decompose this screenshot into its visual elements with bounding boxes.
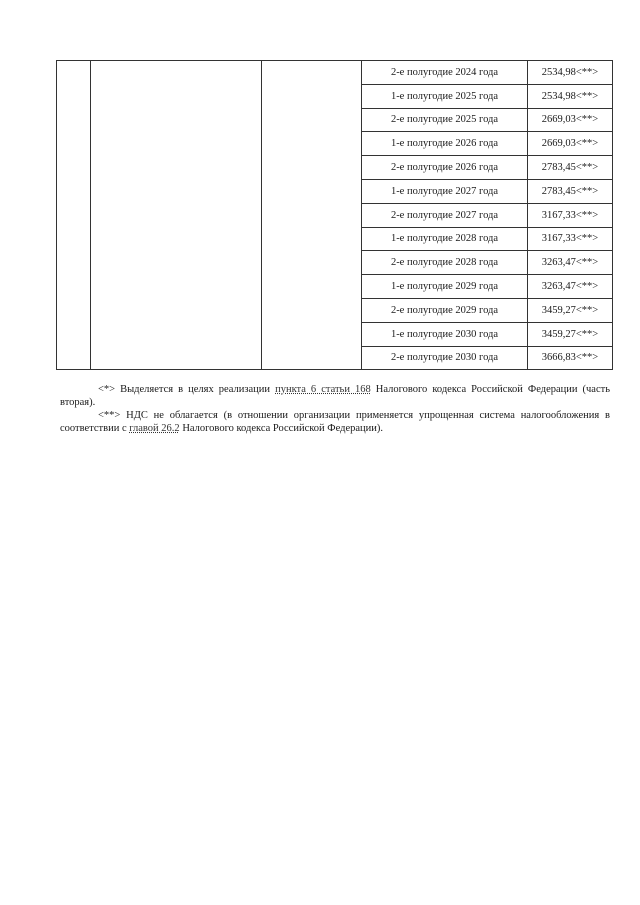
row-number-cell — [57, 61, 91, 370]
tariff-value-cell: 3263,47<**> — [528, 275, 613, 299]
tariff-value-cell: 2669,03<**> — [528, 132, 613, 156]
tariff-value-cell: 3666,83<**> — [528, 346, 613, 370]
period-cell: 1-е полугодие 2026 года — [362, 132, 528, 156]
tariff-value-cell: 2783,45<**> — [528, 179, 613, 203]
period-cell: 1-е полугодие 2025 года — [362, 84, 528, 108]
tariff-value-cell: 2534,98<**> — [528, 61, 613, 85]
period-cell: 2-е полугодие 2028 года — [362, 251, 528, 275]
tax-code-chapter-26-2-link[interactable]: главой 26.2 — [129, 423, 180, 434]
organization-cell — [91, 61, 262, 370]
period-cell: 2-е полугодие 2027 года — [362, 203, 528, 227]
tariff-value-cell: 3459,27<**> — [528, 322, 613, 346]
tariff-value-cell: 2534,98<**> — [528, 84, 613, 108]
tariff-value-cell: 3263,47<**> — [528, 251, 613, 275]
tariff-value-cell: 3167,33<**> — [528, 203, 613, 227]
period-cell: 2-е полугодие 2024 года — [362, 61, 528, 85]
footnote-2-text-end: Налогового кодекса Российской Федерации). — [179, 423, 384, 434]
footnote-1-text-start: <*> Выделяется в целях реализации — [98, 384, 276, 395]
tariff-value-cell: 3167,33<**> — [528, 227, 613, 251]
period-cell: 2-е полугодие 2029 года — [362, 298, 528, 322]
tariff-group-cell — [262, 61, 362, 370]
period-cell: 2-е полугодие 2025 года — [362, 108, 528, 132]
period-cell: 1-е полугодие 2027 года — [362, 179, 528, 203]
footnotes — [60, 383, 610, 435]
table-row — [57, 61, 613, 85]
footnote-2-text-start: <**> НДС не облагается (в отношении организации применяется упрощенная система налогообложения в соответствии с — [60, 410, 610, 434]
tariff-table — [56, 60, 613, 370]
tariff-value-cell: 2783,45<**> — [528, 156, 613, 180]
tariff-value-cell: 2669,03<**> — [528, 108, 613, 132]
footnote-vat-exempt — [60, 409, 610, 435]
period-cell: 1-е полугодие 2028 года — [362, 227, 528, 251]
period-cell: 1-е полугодие 2030 года — [362, 322, 528, 346]
period-cell: 2-е полугодие 2030 года — [362, 346, 528, 370]
period-cell: 2-е полугодие 2026 года — [362, 156, 528, 180]
footnote-vat-allocation — [60, 383, 610, 409]
footnote-1-text-end: Налогового кодекса Российской Федерации (часть вторая). — [60, 384, 611, 408]
tariff-value-cell: 3459,27<**> — [528, 298, 613, 322]
period-cell: 1-е полугодие 2029 года — [362, 275, 528, 299]
tariff-table-body — [57, 61, 613, 370]
tax-code-article-168-link[interactable]: пункта 6 статьи 168 — [275, 384, 371, 395]
